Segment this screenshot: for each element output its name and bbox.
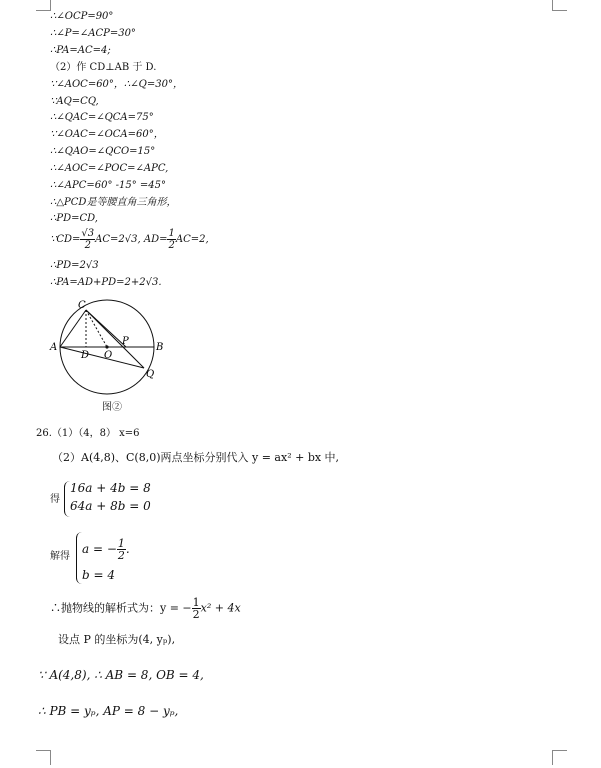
label-a: A [50, 342, 58, 353]
text-segment: AC=2, [175, 234, 209, 245]
proof-line: ∴∠QAC=∠QCA=75° [50, 112, 154, 123]
fraction [117, 538, 126, 561]
parabola-expression [50, 597, 241, 620]
fraction [192, 597, 201, 620]
proof-line: ∴∠AOC=∠POC=∠APC, [50, 163, 169, 174]
crop-mark-top-right [552, 0, 567, 11]
text-segment: ∵CD= [50, 234, 81, 245]
segment-aq [60, 347, 144, 368]
proof-line: ∵∠OAC=∠OCA=60°， [50, 129, 164, 140]
proof-line: ∴PA=AC=4; [50, 45, 111, 56]
solution-b: b = 4 [82, 568, 115, 582]
label-q: Q [146, 369, 155, 380]
fraction-numerator: √3 [81, 228, 95, 239]
de-label: 得 [50, 494, 60, 505]
label-p: P [122, 336, 129, 347]
text-segment: x² + 4x [200, 601, 241, 615]
label-d: D [81, 350, 90, 361]
proof-line: ∴∠APC=60° -15° =45° [50, 180, 167, 191]
text-segment: AC=2√3, AD= [95, 234, 168, 245]
crop-mark-bottom-left [36, 750, 51, 765]
proof-line: ∴PA=AD+PD=2+2√3. [50, 277, 162, 288]
fraction-denominator: 2 [117, 549, 125, 562]
equation-1: 16a + 4b = 8 [70, 481, 151, 495]
text-segment: ∴抛物线的解析式为：y = − [50, 601, 192, 615]
proof-line: ∴PD=CD, [50, 213, 98, 224]
fraction-numerator: 1 [192, 596, 200, 609]
fraction-denominator: 2 [192, 608, 200, 621]
label-c: C [78, 300, 86, 311]
fraction-denominator: 2 [84, 240, 91, 251]
fraction [80, 228, 95, 251]
proof-line: ∴PD=2√3 [50, 260, 99, 271]
center-dot [105, 345, 108, 348]
proof-line: ∵AQ=CQ, [50, 96, 99, 107]
q26-part1: 26.（1）（4，8） x=6 [36, 428, 140, 439]
proof-line-fraction [50, 228, 209, 251]
label-o: O [104, 350, 113, 361]
label-b: B [156, 342, 164, 353]
proof-line: ∴∠OCP=90° [50, 11, 114, 22]
set-point-p: 设点 P 的坐标为(4, yₚ), [58, 633, 176, 646]
q26-part2: （2）A(4,8)、C(8,0)两点坐标分别代入 y = ax² + bx 中, [52, 451, 340, 464]
equation-2: 64a + 8b = 0 [70, 499, 151, 513]
proof-line: ∵∠AOC=60°，∴∠Q=30°， [50, 79, 183, 90]
geometry-figure [48, 298, 168, 398]
proof-line: （2）作 CD⊥AB 于 D. [50, 62, 157, 73]
jiede-label: 解得 [50, 551, 70, 562]
since-line: ∵ A(4,8), ∴ AB = 8, OB = 4, [38, 668, 204, 682]
crop-mark-top-left [36, 0, 51, 11]
proof-line: ∴△PCD是等腰直角三角形， [50, 197, 177, 208]
fraction-numerator: 1 [117, 537, 125, 550]
fraction-denominator: 2 [168, 240, 175, 251]
therefore-line: ∴ PB = yₚ, AP = 8 − yₚ, [38, 704, 179, 718]
proof-line: ∴∠QAO=∠QCO=15° [50, 146, 156, 157]
segment-cq [86, 310, 144, 368]
crop-mark-bottom-right [552, 750, 567, 765]
solution-a: a = − $\frac{1}{2}$ . [82, 537, 130, 562]
fraction [167, 228, 175, 251]
fraction-numerator: 1 [168, 228, 175, 239]
figure-caption: 图② [102, 402, 122, 413]
proof-line: ∴∠P=∠ACP=30° [50, 28, 136, 39]
text-segment: a = − [82, 542, 117, 556]
